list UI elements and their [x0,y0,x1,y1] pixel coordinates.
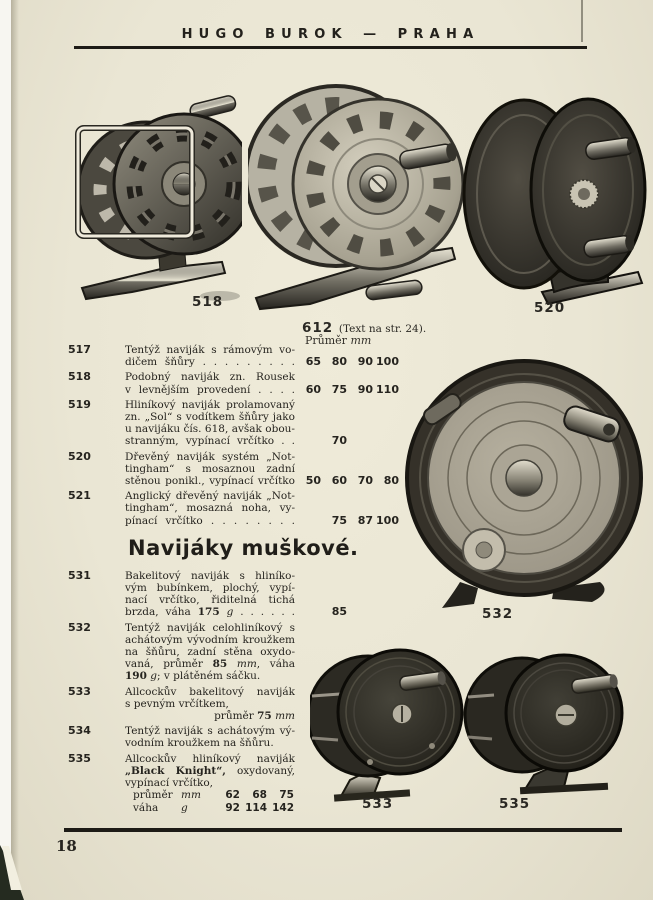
item-text-line: stěnou ponikl., vypínací vrčítko [125,475,295,488]
item-text-line: Allcockův hliníkový naviják [125,752,295,765]
item-text-line: Bakelitový naviják s hliníko- [125,569,295,582]
price-value [295,606,321,618]
spec-row [133,789,295,801]
item-prices [295,356,399,368]
figure-caption-518: 518 [192,294,224,310]
item-description [100,451,295,488]
price-value [295,435,321,447]
price-value: 85 [331,605,347,619]
item-text-line: u navijáku čís. 618, avšak obou- [125,423,295,436]
item-text-line: tingham“ s mosaznou zadní [125,462,295,475]
text-segment: „Black Knight“, [125,764,226,777]
item-description [100,686,295,723]
catalog-item [55,451,407,488]
item-text-line: Tentýž naviják celohliníkový s [125,621,295,634]
item-number: 517 [68,343,91,356]
item-number: 534 [68,724,91,738]
text-segment: g [146,670,157,683]
item-text-line: dičem šňůry . . . . . . . . . [125,356,295,369]
reel-photo-612 [248,58,466,316]
spec-value: 142 [272,801,294,814]
text-segment: 85 [212,658,228,671]
price-value: 90 [357,355,373,369]
price-value: 110 [376,382,399,396]
text-segment: , váha [256,658,295,671]
catalog-item [55,622,407,683]
catalog-item [55,490,407,527]
item-description [100,399,295,448]
item-text-line: Podobný naviják zn. Rousek [125,371,295,384]
item-text-line: zn. „Sol“ s vodítkem šňůry jako [125,411,295,424]
item-text-line [125,606,295,618]
item-description [100,490,295,527]
item-text-line: Hliníkový naviják prolamovaný [125,398,295,411]
price-value: 87 [357,513,373,527]
price-value: 75 [331,382,347,396]
price-value [295,515,321,527]
price-value [373,435,399,447]
item-prices [295,435,399,447]
text-segment: průměr [214,710,258,723]
item-number: 518 [68,370,91,384]
section-heading: Navijáky muškové. [128,535,359,560]
item-number: 519 [68,397,91,411]
item-prices [295,475,399,487]
item-text-line: Anglický dřevěný naviják „Not- [125,490,295,503]
text-segment: g [219,606,234,619]
item-text-line [125,658,295,670]
item-text-line: tingham“, mosazná noha, vy- [125,502,295,515]
catalog-item [55,371,407,395]
reel-photo-520 [458,70,648,308]
page-number: 18 [56,837,77,855]
item-text-line [125,765,295,777]
item-text-line: Tentýž naviják s rámovým vo- [125,344,295,356]
spec-label: váha [133,801,159,814]
figure-caption-532: 532 [482,606,514,622]
spec-unit: mm [181,789,201,802]
price-value: 100 [376,513,399,527]
item-number: 535 [68,751,91,765]
item-prices [295,384,399,396]
item-number: 532 [68,620,91,634]
reel-photo-535 [460,645,642,803]
item-description [100,344,295,368]
text-segment: mm [227,658,257,671]
price-value [373,606,399,618]
item-number: 531 [68,568,91,582]
item-text-line: vým bubínkem, plochý, vypí- [125,582,295,595]
catalog-item [55,725,407,749]
item-text-line: vypínací vrčítko, [125,777,213,790]
price-value: 90 [357,382,373,396]
spec-label: průměr [133,789,173,802]
price-value: 75 [331,513,347,527]
price-value [347,435,373,447]
item-text-line: s pevným vrčítkem, [125,697,229,710]
item-description [100,371,295,395]
item-text-line: Dřevěný naviják systém „Not- [125,450,295,463]
text-segment: . . . . . . [233,606,295,619]
reel-photo-518 [70,78,242,306]
item-prices [295,515,399,527]
price-value: 70 [357,474,373,488]
item-text-line: achátovým vývodním kroužkem [125,633,295,646]
price-value: 50 [305,474,321,488]
page-header-title: HUGO BUROK — PRAHA [181,27,480,42]
figure-caption-533: 533 [362,796,394,812]
price-value: 65 [305,355,321,369]
price-value: 70 [331,434,347,448]
item-prices [295,606,399,618]
item-description [100,753,295,814]
text-segment: 75 [257,710,272,723]
price-value: 60 [305,382,321,396]
text-segment: brzda, váha [125,606,198,619]
catalog-listing [55,344,407,817]
item-text-line: Allcockův bakelitový naviják [125,685,295,698]
item-text-line: pínací vrčítko . . . . . . . . [125,514,295,527]
text-segment: ; v plátěném sáčku. [156,670,261,683]
catalog-item [55,399,407,448]
spec-value: 114 [245,801,267,814]
item-description [100,622,295,683]
scan-edge-left [0,0,11,900]
spec-row [133,802,295,814]
item-text-line [125,670,295,682]
text-segment: 175 [197,606,220,619]
item-text-line: vodním kroužkem na šňůru. [125,737,274,750]
price-header-unit: mm [350,334,372,347]
spec-value: 75 [279,789,294,802]
item-number: 533 [68,684,91,698]
page-fold-shadow [11,0,19,900]
text-segment: vaná, průměr [125,658,213,671]
text-segment: oxydovaný, [225,764,295,777]
catalog-item [55,344,407,368]
item-text-line: na šňůru, zadní stěna oxydo- [125,646,295,659]
catalog-item [55,686,407,723]
item-text-line: Tentýž naviják s achátovým vý- [125,725,295,738]
spec-value: 92 [225,801,240,814]
text-segment: mm [271,710,295,723]
spec-value: 68 [252,789,267,802]
spec-value: 62 [225,789,240,802]
price-value: 100 [376,355,399,369]
footer-rule [64,828,622,832]
figure-caption-535: 535 [499,796,531,812]
item-text-line: v levnějším provedení . . . . [125,383,295,396]
item-number: 520 [68,449,91,463]
price-header-label: Průměr [305,334,347,347]
price-value: 80 [331,355,347,369]
item-text-line [125,710,295,722]
header-rule [74,46,587,49]
item-text-line: nací vrčítko, řiditelná tichá [125,594,295,607]
price-value [347,606,373,618]
price-value: 80 [383,474,399,488]
price-value: 60 [331,474,347,488]
item-number: 521 [68,489,91,503]
figure-caption-520: 520 [534,300,566,316]
item-text-line: stranným, vypínací vrčítko . . [125,435,295,448]
figure-caption-612-number: 612 [302,320,334,336]
figure-caption-612-note: (Text na str. 24). [338,323,427,335]
catalog-item [55,570,407,619]
reel-photo-532 [404,352,652,614]
item-description [100,570,295,619]
catalog-item [55,753,407,814]
text-segment: 190 [125,670,147,683]
spec-unit: g [181,801,188,814]
item-description [100,725,295,749]
